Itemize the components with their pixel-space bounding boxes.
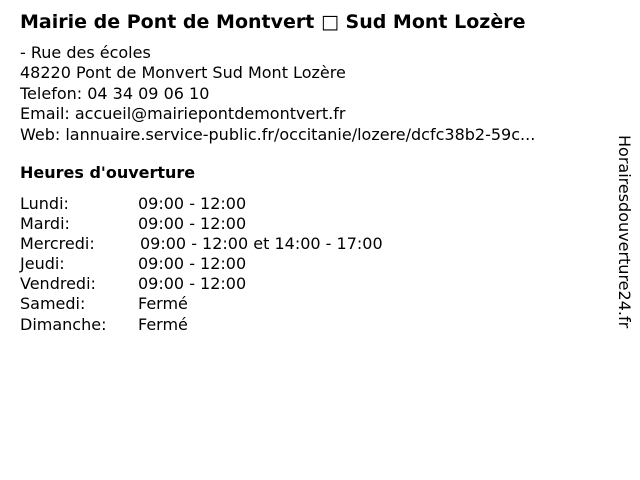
day-label: Vendredi: bbox=[20, 274, 96, 294]
website-line: Web: lannuaire.service-public.fr/occitanie/lozere/dcfc38b2-59c... bbox=[20, 124, 536, 144]
hours-row-wednesday bbox=[20, 234, 383, 254]
day-hours: Fermé bbox=[138, 314, 188, 334]
day-hours: 09:00 - 12:00 et 14:00 - 17:00 bbox=[140, 234, 383, 254]
street-address: - Rue des écoles bbox=[20, 43, 151, 62]
day-label: Lundi: bbox=[20, 194, 69, 213]
opening-hours-table bbox=[20, 194, 383, 335]
email-line: Email: accueil@mairiepontdemontvert.fr bbox=[20, 104, 346, 124]
hours-row-saturday bbox=[20, 294, 383, 314]
day-label: Dimanche: bbox=[20, 314, 107, 334]
day-hours: 09:00 - 12:00 bbox=[138, 214, 247, 234]
day-hours: Fermé bbox=[138, 294, 188, 314]
hours-row-thursday bbox=[20, 254, 383, 274]
opening-hours-heading: Heures d'ouverture bbox=[20, 163, 196, 182]
site-watermark: Horairesdouverture24.fr bbox=[615, 135, 634, 329]
day-label: Mercredi: bbox=[20, 234, 95, 254]
hours-row-friday bbox=[20, 274, 383, 294]
hours-row-monday bbox=[20, 194, 383, 214]
day-hours: 09:00 - 12:00 bbox=[138, 274, 247, 294]
hours-row-tuesday bbox=[20, 214, 383, 234]
contact-block bbox=[20, 43, 535, 145]
page-title: Mairie de Pont de Montvert □ Sud Mont Lozère bbox=[20, 11, 526, 33]
phone-line: Telefon: 04 34 09 06 10 bbox=[20, 83, 210, 103]
hours-row-sunday bbox=[20, 315, 383, 335]
postal-city: 48220 Pont de Monvert Sud Mont Lozère bbox=[20, 63, 346, 83]
day-hours: 09:00 - 12:00 bbox=[138, 194, 247, 213]
day-label: Mardi: bbox=[20, 214, 70, 234]
day-label: Samedi: bbox=[20, 294, 86, 314]
day-hours: 09:00 - 12:00 bbox=[138, 254, 247, 274]
day-label: Jeudi: bbox=[20, 254, 65, 274]
